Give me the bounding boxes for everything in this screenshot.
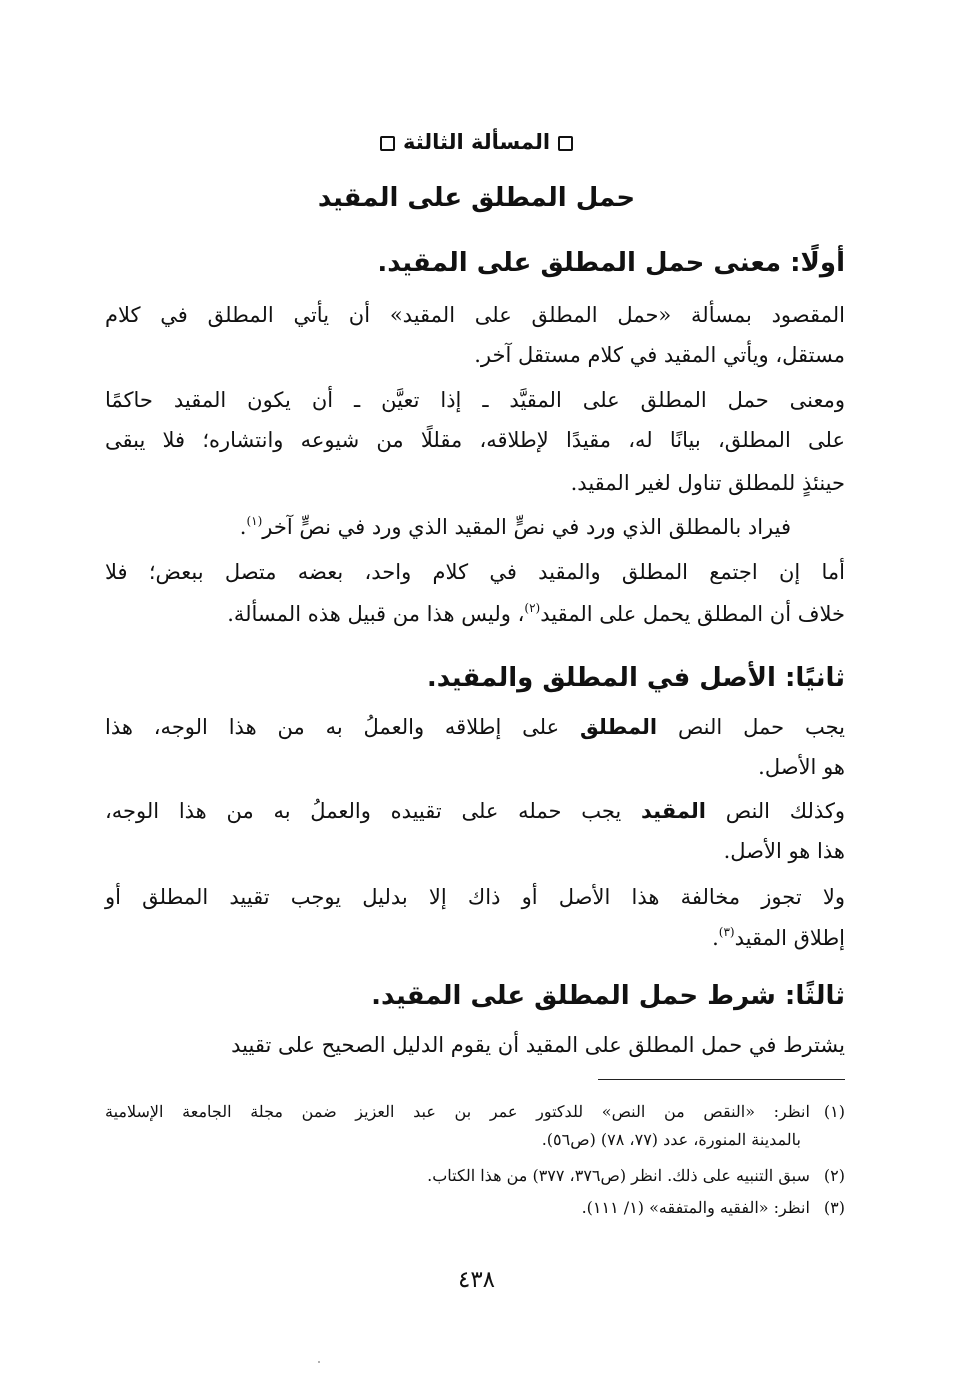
section-heading-2: ثانيًا: الأصل في المطلق والمقيد. <box>426 663 845 693</box>
text-line: هو الأصل. <box>758 755 845 779</box>
text-line <box>105 916 845 960</box>
footnote-number: (٢) <box>823 1166 845 1185</box>
text-segment: خلاف أن المطلق يحمل على المقيد <box>540 602 845 626</box>
text-line <box>105 592 845 636</box>
text-line: على المطلق، بيانًا له، مقيدًا لإطلاقه، مقللًا من شيوعه وانتشاره؛ فلا يبقى <box>105 428 845 452</box>
text-segment: فيراد بالمطلق الذي ورد في نصٍّ المقيد الذي ورد في نصٍّ آخر <box>262 515 791 539</box>
text-segment: على إطلاقه والعملُ به من هذا الوجه، هذا <box>105 715 580 739</box>
text-line: أما إن اجتمع المطلق والمقيد في كلام واحد، بعضه متصل ببعض؛ فلا <box>105 560 845 584</box>
section-heading-3: ثالثًا: شرط حمل المطلق على المقيد. <box>371 981 845 1011</box>
text-segment: إطلاق المقيد <box>734 926 845 950</box>
text-segment: يجب حمله على تقييده والعملُ به من هذا الوجه، <box>105 799 641 823</box>
text-segment: يجب حمل النص <box>657 715 845 739</box>
text-line <box>105 505 845 549</box>
footnote-line <box>105 1192 845 1224</box>
text-line: ومعنى حمل المطلق على المقيَّد ـ إذا تعيَّن ـ أن يكون المقيد حاكمًا <box>105 388 845 412</box>
footnote-text: انظر: «الفقيه والمتفقه» (١/ ١١١). <box>581 1198 810 1217</box>
text-line <box>105 789 845 833</box>
footnote-line <box>105 1160 845 1192</box>
scan-speck <box>318 1361 320 1363</box>
text-segment: ، وليس هذا من قبيل هذه المسألة. <box>227 602 525 626</box>
footnote-separator <box>598 1079 845 1080</box>
text-line: مستقل، ويأتي المقيد في كلام مستقل آخر. <box>474 343 845 367</box>
footnote-number: (١) <box>823 1102 845 1121</box>
footnote-ref: (٣) <box>718 925 735 939</box>
footnote-line: بالمدينة المنورة، عدد (٧٧، ٧٨) (ص٥٦). <box>541 1130 801 1149</box>
footnote-number: (٣) <box>823 1198 845 1217</box>
square-bracket-icon <box>380 136 395 151</box>
page-title: حمل المطلق على المقيد <box>317 183 636 213</box>
issue-label <box>0 124 953 160</box>
footnote-text: انظر: «النقص من النص» للدكتور عمر بن عبد العزيز ضمن مجلة الجامعة الإسلامية <box>105 1102 810 1121</box>
issue-label-text: المسألة الثالثة <box>402 130 551 154</box>
section-heading-1: أولًا: معنى حمل المطلق على المقيد. <box>377 248 845 278</box>
footnote-text: سبق التنبيه على ذلك. انظر (ص٣٧٦، ٣٧٧) من هذا الكتاب. <box>427 1166 810 1185</box>
text-line: المقصود بمسألة «حمل المطلق على المقيد» أن يأتي المطلق في كلام <box>105 303 845 327</box>
footnote-ref: (٢) <box>524 601 541 615</box>
square-bracket-icon <box>558 136 573 151</box>
text-line: ولا تجوز مخالفة هذا الأصل أو ذاك إلا بدليل يوجب تقييد المطلق أو <box>105 885 845 909</box>
bold-term: المطلق <box>579 715 658 739</box>
text-segment: . <box>712 926 719 950</box>
text-segment: وكذلك النص <box>705 799 845 823</box>
page-number: ٤٣٨ <box>457 1267 496 1293</box>
footnote-ref: (١) <box>246 514 263 528</box>
bold-term: المقيد <box>641 799 706 823</box>
text-line: يشترط في حمل المطلق على المقيد أن يقوم الدليل الصحيح على تقييد <box>231 1033 845 1057</box>
text-line: حينئذٍ للمطلق تناول لغير المقيد. <box>570 471 845 495</box>
text-segment: . <box>239 515 247 539</box>
text-line: هذا هو الأصل. <box>723 839 845 863</box>
text-line <box>105 705 845 749</box>
